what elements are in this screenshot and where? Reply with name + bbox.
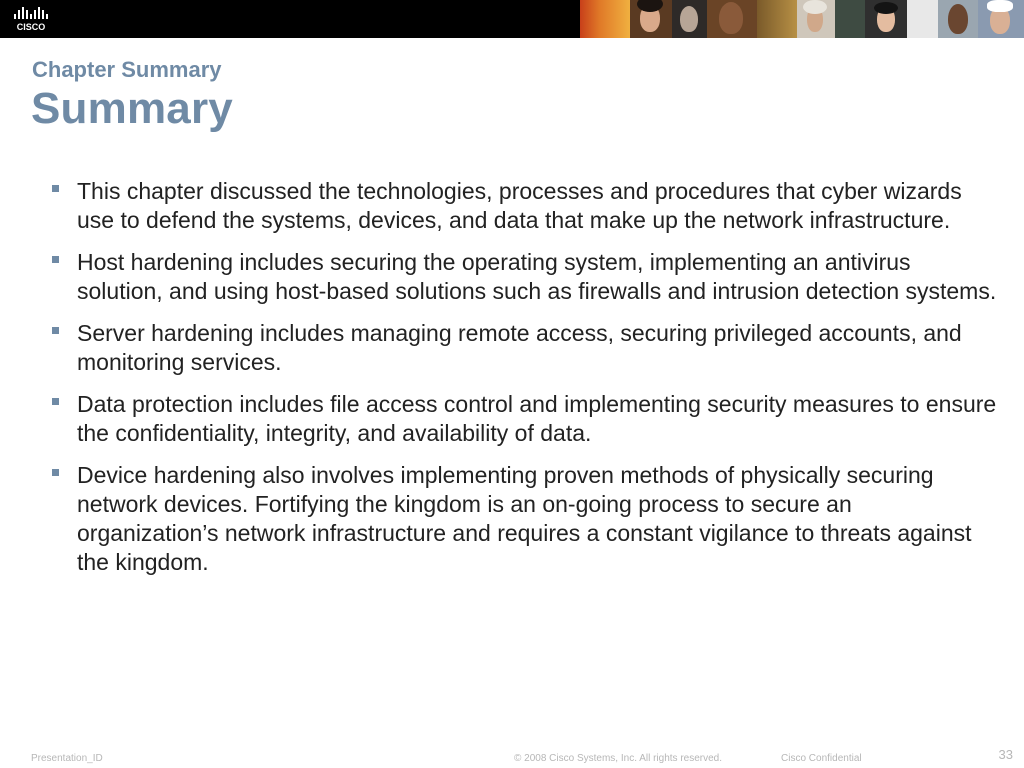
- bullet-item: [48, 177, 998, 235]
- bullet-square-icon: [52, 185, 59, 192]
- slide-kicker: Chapter Summary: [32, 57, 222, 82]
- header-photo: [707, 0, 757, 38]
- bullet-list: [48, 177, 998, 590]
- bullet-square-icon: [52, 398, 59, 405]
- bullet-item: [48, 319, 998, 377]
- bullet-square-icon: [52, 256, 59, 263]
- header-banner: [0, 0, 1024, 38]
- footer-confidential: Cisco Confidential: [781, 753, 862, 764]
- header-photo: [630, 0, 672, 38]
- bullet-item: [48, 390, 998, 448]
- page-number: 33: [998, 747, 1013, 762]
- header-photo: [978, 0, 1024, 38]
- header-photo: [757, 0, 797, 38]
- header-photo: [865, 0, 907, 38]
- bullet-square-icon: [52, 327, 59, 334]
- header-photo: [938, 0, 978, 38]
- bullet-text: Host hardening includes securing the operating system, implementing an antivirus solution, and using host-based solutions such as firewalls and intrusion detection systems.: [77, 249, 997, 304]
- cisco-logo-icon: [12, 5, 60, 33]
- footer-presentation-id: Presentation_ID: [31, 753, 103, 764]
- header-photo: [672, 0, 708, 38]
- header-photo: [797, 0, 835, 38]
- bullet-text: Device hardening also involves implementing proven methods of physically securing network devices. Fortifying the kingdom is an on-going process to secure an organization’s network infrastructure and requires a constant vigilance to threats against the kingdom.: [77, 462, 972, 575]
- bullet-item: [48, 461, 998, 577]
- bullet-text: This chapter discussed the technologies, processes and procedures that cyber wizards use to defend the systems, devices, and data that make up the network infrastructure.: [77, 178, 962, 233]
- bullet-text: Server hardening includes managing remote access, securing privileged accounts, and monitoring services.: [77, 320, 962, 375]
- header-photo-strip: [580, 0, 1024, 38]
- header-photo: [907, 0, 939, 38]
- bullet-square-icon: [52, 469, 59, 476]
- bullet-text: Data protection includes file access control and implementing security measures to ensure the confidentiality, integrity, and availability of data.: [77, 391, 997, 446]
- slide-title: Summary: [31, 84, 233, 133]
- footer-copyright: © 2008 Cisco Systems, Inc. All rights reserved.: [514, 753, 723, 764]
- header-photo: [835, 0, 865, 38]
- svg-text:CISCO: CISCO: [16, 22, 46, 32]
- bullet-item: [48, 248, 998, 306]
- header-photo: [580, 0, 630, 38]
